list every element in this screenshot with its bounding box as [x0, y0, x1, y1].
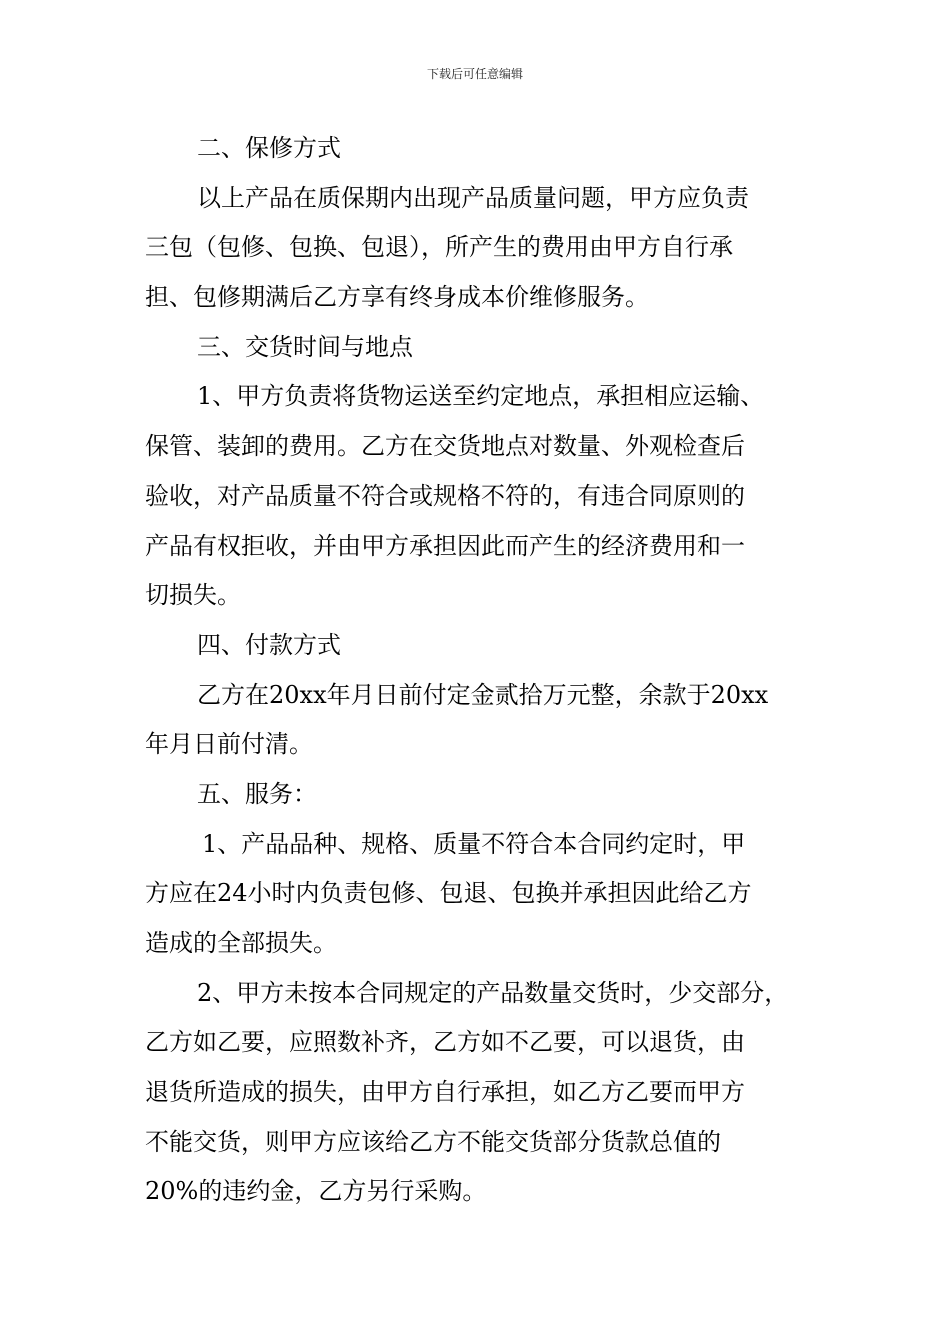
section-heading-delivery: 三、交货时间与地点: [197, 332, 413, 361]
paragraph-line: 乙方在20xx年月日前付定金贰拾万元整，余款于20xx: [197, 680, 769, 709]
page-header-note: 下载后可任意编辑: [426, 67, 523, 81]
paragraph-line: 产品有权拒收，并由甲方承担因此而产生的经济费用和一: [145, 531, 745, 560]
paragraph-line: 以上产品在质保期内出现产品质量问题，甲方应负责: [197, 183, 749, 212]
paragraph-line: 方应在24小时内负责包修、包退、包换并承担因此给乙方: [145, 879, 752, 908]
paragraph-line: 乙方如乙要，应照数补齐，乙方如不乙要，可以退货，由: [145, 1028, 745, 1057]
paragraph-line: 保管、装卸的费用。乙方在交货地点对数量、外观检查后: [145, 432, 745, 461]
section-heading-service: 五、服务：: [197, 779, 317, 808]
paragraph-line: 切损失。: [145, 581, 241, 610]
paragraph-line: 三包（包修、包换、包退），所产生的费用由甲方自行承: [145, 233, 733, 262]
paragraph-line: 造成的全部损失。: [145, 929, 337, 957]
paragraph-line: 20%的违约金，乙方另行采购。: [145, 1177, 487, 1206]
section-heading-warranty: 二、保修方式: [197, 134, 341, 162]
paragraph-line: 不能交货，则甲方应该给乙方不能交货部分货款总值的: [145, 1127, 721, 1156]
paragraph-line: 1、产品品种、规格、质量不符合本合同约定时，甲: [202, 829, 746, 858]
paragraph-line: 验收，对产品质量不符合或规格不符的，有违合同原则的: [145, 481, 745, 510]
paragraph-line: 担、包修期满后乙方享有终身成本价维修服务。: [145, 283, 649, 312]
document-body: [145, 124, 810, 1217]
paragraph-line: 退货所造成的损失，由甲方自行承担，如乙方乙要而甲方: [145, 1078, 745, 1107]
paragraph-line: 1、甲方负责将货物运送至约定地点，承担相应运输、: [197, 382, 765, 411]
paragraph-line: 2、甲方未按本合同规定的产品数量交货时，少交部分，: [197, 978, 789, 1007]
section-heading-payment: 四、付款方式: [197, 630, 341, 659]
paragraph-line: 年月日前付清。: [145, 730, 313, 759]
